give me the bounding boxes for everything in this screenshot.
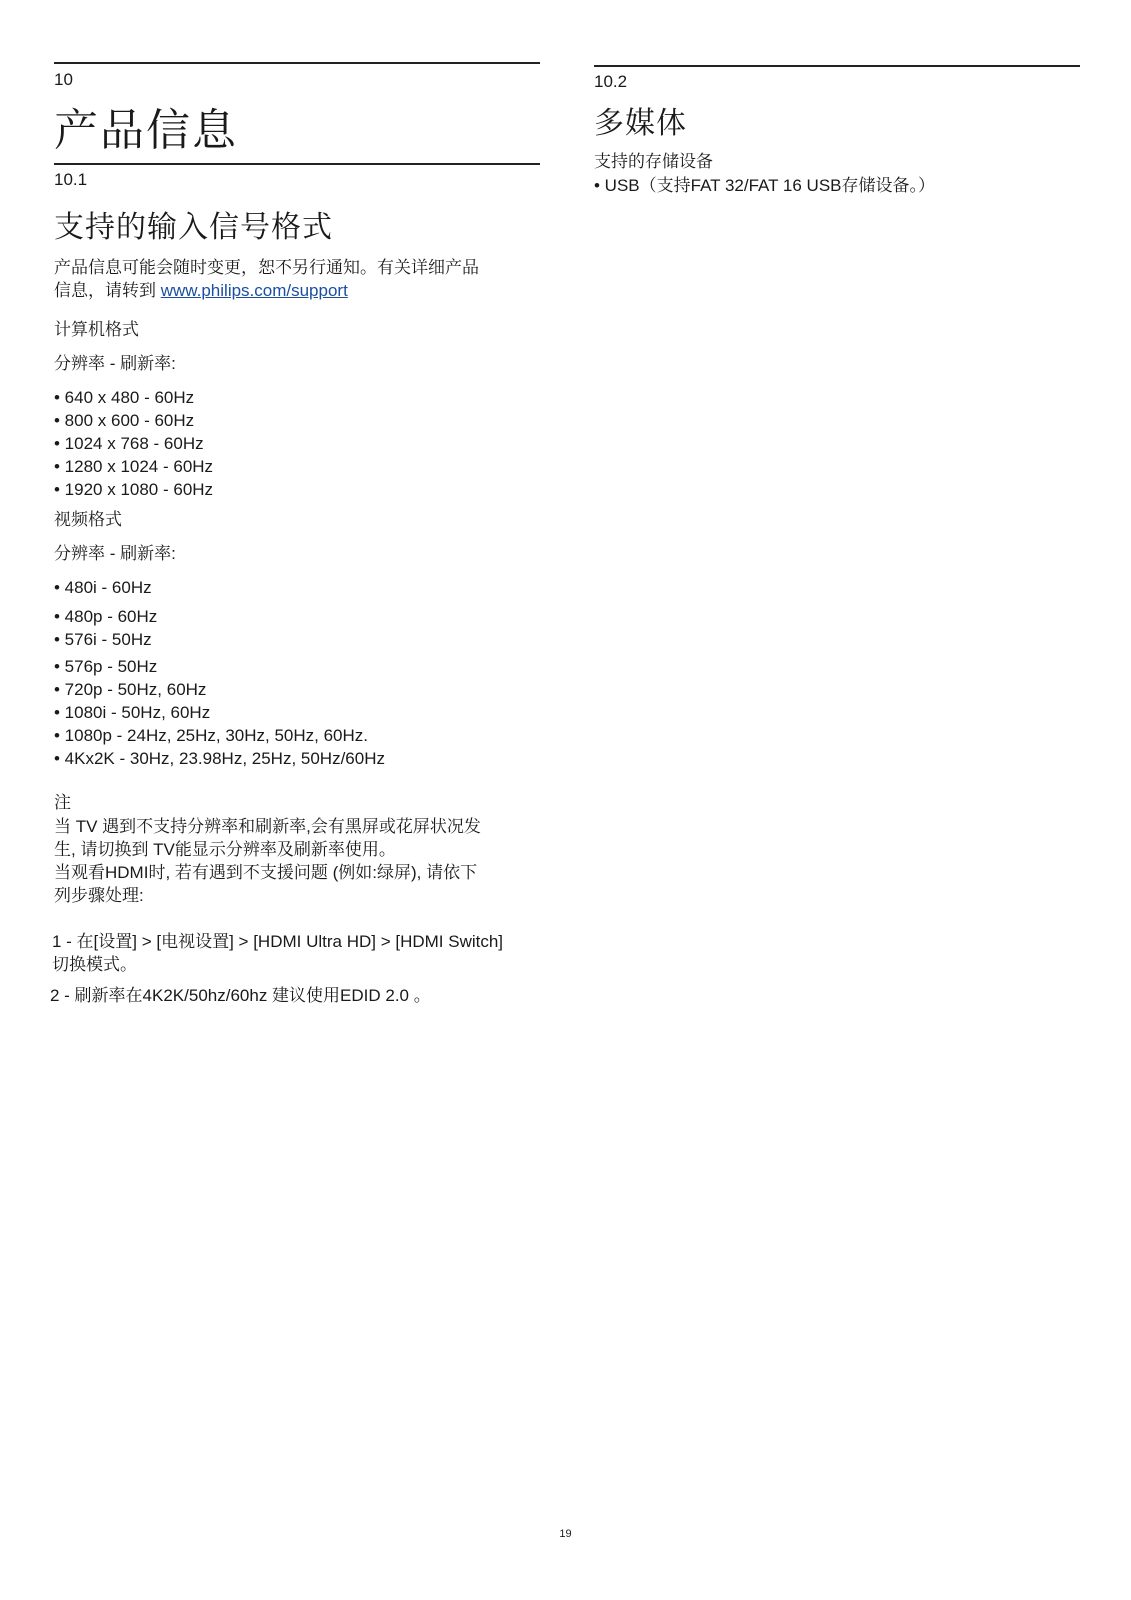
section-title: 支持的输入信号格式 — [54, 211, 333, 244]
step-line: 切换模式。 — [52, 955, 137, 974]
chapter-number: 10 — [54, 70, 73, 89]
list-item: • 1080i - 50Hz, 60Hz — [54, 703, 211, 722]
list-item: • 1280 x 1024 - 60Hz — [54, 457, 214, 476]
section-number: 10.1 — [54, 170, 88, 189]
video-resolution-label: 分辨率 - 刷新率: — [54, 544, 176, 563]
support-link[interactable]: www.philips.com/support — [160, 281, 348, 300]
list-item: • 1080p - 24Hz, 25Hz, 30Hz, 50Hz, 60Hz. — [54, 726, 368, 745]
list-item: • 480p - 60Hz — [54, 607, 158, 626]
note-line: 当观看HDMI时, 若有遇到不支援问题 (例如:绿屏), 请依下 — [54, 863, 478, 882]
video-format-list — [54, 605, 157, 651]
intro-line: 产品信息可能会随时变更，恕不另行通知。有关详细产品 — [54, 258, 479, 277]
intro-line — [54, 279, 479, 302]
list-item: • 1920 x 1080 - 60Hz — [54, 480, 214, 499]
list-item: • 576p - 50Hz — [54, 657, 158, 676]
section-number: 10.2 — [594, 72, 628, 91]
section-rule — [54, 163, 540, 165]
section-title: 多媒体 — [594, 107, 687, 140]
intro-text: 信息，请转到 — [54, 281, 161, 300]
storage-item: • USB（支持FAT 32/FAT 16 USB存储设备。） — [594, 176, 935, 195]
list-item: • 4Kx2K - 30Hz, 23.98Hz, 25Hz, 50Hz/60Hz — [54, 749, 385, 768]
list-item: • 480i - 60Hz — [54, 578, 152, 597]
list-item: • 1024 x 768 - 60Hz — [54, 434, 204, 453]
chapter-rule — [54, 62, 540, 64]
note-line: 当 TV 遇到不支持分辨率和刷新率,会有黑屏或花屏状况发 — [54, 817, 481, 836]
list-item: • 576i - 50Hz — [54, 630, 152, 649]
pc-format-list — [54, 386, 213, 501]
storage-heading: 支持的存储设备 — [594, 152, 713, 171]
step-1 — [52, 930, 503, 976]
section-rule — [594, 65, 1080, 67]
chapter-title: 产品信息 — [54, 106, 238, 155]
page-number: 19 — [559, 1528, 572, 1540]
note-heading: 注 — [54, 793, 71, 812]
note-line: 列步骤处理: — [54, 886, 144, 905]
video-format-heading: 视频格式 — [54, 510, 122, 529]
list-item: • 640 x 480 - 60Hz — [54, 388, 195, 407]
note-body — [54, 815, 481, 907]
list-item: • 800 x 600 - 60Hz — [54, 411, 195, 430]
note-line: 生, 请切换到 TV能显示分辨率及刷新率使用。 — [54, 840, 396, 859]
pc-format-heading: 计算机格式 — [54, 320, 139, 339]
list-item: • 720p - 50Hz, 60Hz — [54, 680, 207, 699]
video-format-list-continued — [54, 655, 385, 770]
step-2: 2 - 刷新率在4K2K/50hz/60hz 建议使用EDID 2.0 。 — [50, 986, 431, 1005]
pc-resolution-label: 分辨率 - 刷新率: — [54, 354, 176, 373]
step-line: 1 - 在[设置] > [电视设置] > [HDMI Ultra HD] > [HDMI Switch] — [52, 932, 504, 951]
intro-paragraph — [54, 256, 479, 302]
